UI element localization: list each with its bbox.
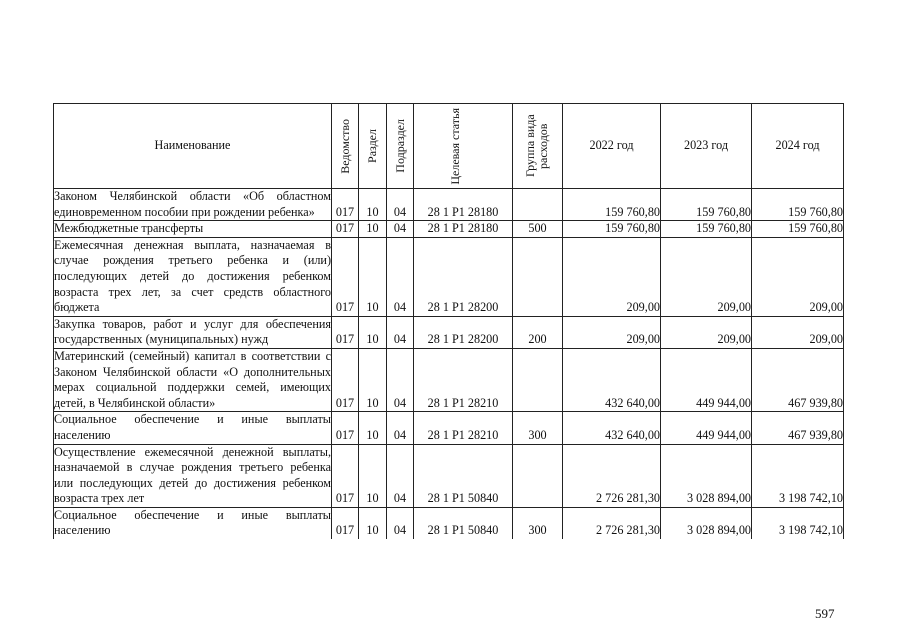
row-2024: 209,00 — [752, 237, 844, 316]
row-section: 10 — [359, 412, 387, 444]
row-name: Материнский (семейный) капитал в соответствии с Законом Челябинской области «О дополнительных мерах социальной поддержки семей, имеющих детей, в Челябинской области» — [54, 348, 332, 411]
row-department: 017 — [332, 412, 359, 444]
row-2023: 3 028 894,00 — [661, 507, 752, 539]
row-target: 28 1 P1 50840 — [414, 507, 513, 539]
page-number: 597 — [815, 606, 835, 621]
row-subsection: 04 — [387, 444, 414, 507]
table-row — [54, 237, 844, 316]
row-section: 10 — [359, 189, 387, 221]
row-target: 28 1 P1 28180 — [414, 189, 513, 221]
row-expense-group: 500 — [513, 221, 563, 238]
row-2022: 2 726 281,30 — [563, 507, 661, 539]
row-2023: 159 760,80 — [661, 189, 752, 221]
header-department: Ведомство — [332, 104, 359, 189]
row-2023: 449 944,00 — [661, 348, 752, 411]
table-row — [54, 189, 844, 221]
row-target: 28 1 P1 28210 — [414, 348, 513, 411]
row-name: Межбюджетные трансферты — [54, 221, 332, 238]
row-department: 017 — [332, 507, 359, 539]
header-name: Наименование — [54, 104, 332, 189]
row-2022: 209,00 — [563, 237, 661, 316]
row-2022: 159 760,80 — [563, 189, 661, 221]
row-2024: 467 939,80 — [752, 348, 844, 411]
row-department: 017 — [332, 221, 359, 238]
row-subsection: 04 — [387, 348, 414, 411]
row-target: 28 1 P1 28200 — [414, 316, 513, 348]
row-subsection: 04 — [387, 221, 414, 238]
row-target: 28 1 P1 50840 — [414, 444, 513, 507]
row-subsection: 04 — [387, 237, 414, 316]
row-subsection: 04 — [387, 507, 414, 539]
table-body — [54, 189, 844, 540]
row-2022: 432 640,00 — [563, 348, 661, 411]
header-2023: 2023 год — [661, 104, 752, 189]
row-section: 10 — [359, 507, 387, 539]
row-name: Ежемесячная денежная выплата, назначаемая в случае рождения третьего ребенка и (или) последующих детей до достижения ребенком возраста трех лет, за счет средств областного бюджета — [54, 237, 332, 316]
row-2022: 209,00 — [563, 316, 661, 348]
row-department: 017 — [332, 444, 359, 507]
row-department: 017 — [332, 189, 359, 221]
row-department: 017 — [332, 316, 359, 348]
row-subsection: 04 — [387, 189, 414, 221]
table-row — [54, 507, 844, 539]
row-expense-group — [513, 237, 563, 316]
row-expense-group — [513, 348, 563, 411]
row-expense-group: 200 — [513, 316, 563, 348]
row-department: 017 — [332, 237, 359, 316]
header-2024: 2024 год — [752, 104, 844, 189]
row-2022: 432 640,00 — [563, 412, 661, 444]
table-row — [54, 316, 844, 348]
row-subsection: 04 — [387, 412, 414, 444]
row-2023: 209,00 — [661, 237, 752, 316]
row-section: 10 — [359, 316, 387, 348]
row-target: 28 1 P1 28200 — [414, 237, 513, 316]
row-section: 10 — [359, 444, 387, 507]
table-row — [54, 444, 844, 507]
row-section: 10 — [359, 221, 387, 238]
row-2022: 2 726 281,30 — [563, 444, 661, 507]
header-section: Раздел — [359, 104, 387, 189]
header-2022: 2022 год — [563, 104, 661, 189]
row-section: 10 — [359, 237, 387, 316]
row-2024: 467 939,80 — [752, 412, 844, 444]
row-department: 017 — [332, 348, 359, 411]
budget-table — [53, 103, 844, 539]
row-2024: 159 760,80 — [752, 189, 844, 221]
row-2023: 159 760,80 — [661, 221, 752, 238]
table-row — [54, 221, 844, 238]
row-target: 28 1 P1 28210 — [414, 412, 513, 444]
row-subsection: 04 — [387, 316, 414, 348]
row-2024: 209,00 — [752, 316, 844, 348]
header-subsection: Подраздел — [387, 104, 414, 189]
row-2024: 159 760,80 — [752, 221, 844, 238]
header-expense-group: Группа вида расходов — [513, 104, 563, 189]
header-row — [54, 104, 844, 189]
row-name: Законом Челябинской области «Об областном единовременном пособии при рождении ребенка» — [54, 189, 332, 221]
row-expense-group — [513, 189, 563, 221]
row-name: Осуществление ежемесячной денежной выплаты, назначаемой в случае рождения третьего ребенка или последующих детей до достижения ребенком возраста трех лет — [54, 444, 332, 507]
row-2023: 3 028 894,00 — [661, 444, 752, 507]
table-row — [54, 412, 844, 444]
row-target: 28 1 P1 28180 — [414, 221, 513, 238]
row-2022: 159 760,80 — [563, 221, 661, 238]
row-2024: 3 198 742,10 — [752, 444, 844, 507]
row-section: 10 — [359, 348, 387, 411]
row-expense-group: 300 — [513, 507, 563, 539]
row-expense-group: 300 — [513, 412, 563, 444]
row-name: Социальное обеспечение и иные выплаты населению — [54, 412, 332, 444]
table-row — [54, 348, 844, 411]
row-2023: 209,00 — [661, 316, 752, 348]
row-2023: 449 944,00 — [661, 412, 752, 444]
row-name: Социальное обеспечение и иные выплаты населению — [54, 507, 331, 538]
header-target: Целевая статья — [414, 104, 513, 189]
row-expense-group — [513, 444, 563, 507]
row-name: Закупка товаров, работ и услуг для обеспечения государственных (муниципальных) нужд — [54, 316, 332, 348]
row-2024: 3 198 742,10 — [752, 507, 844, 539]
